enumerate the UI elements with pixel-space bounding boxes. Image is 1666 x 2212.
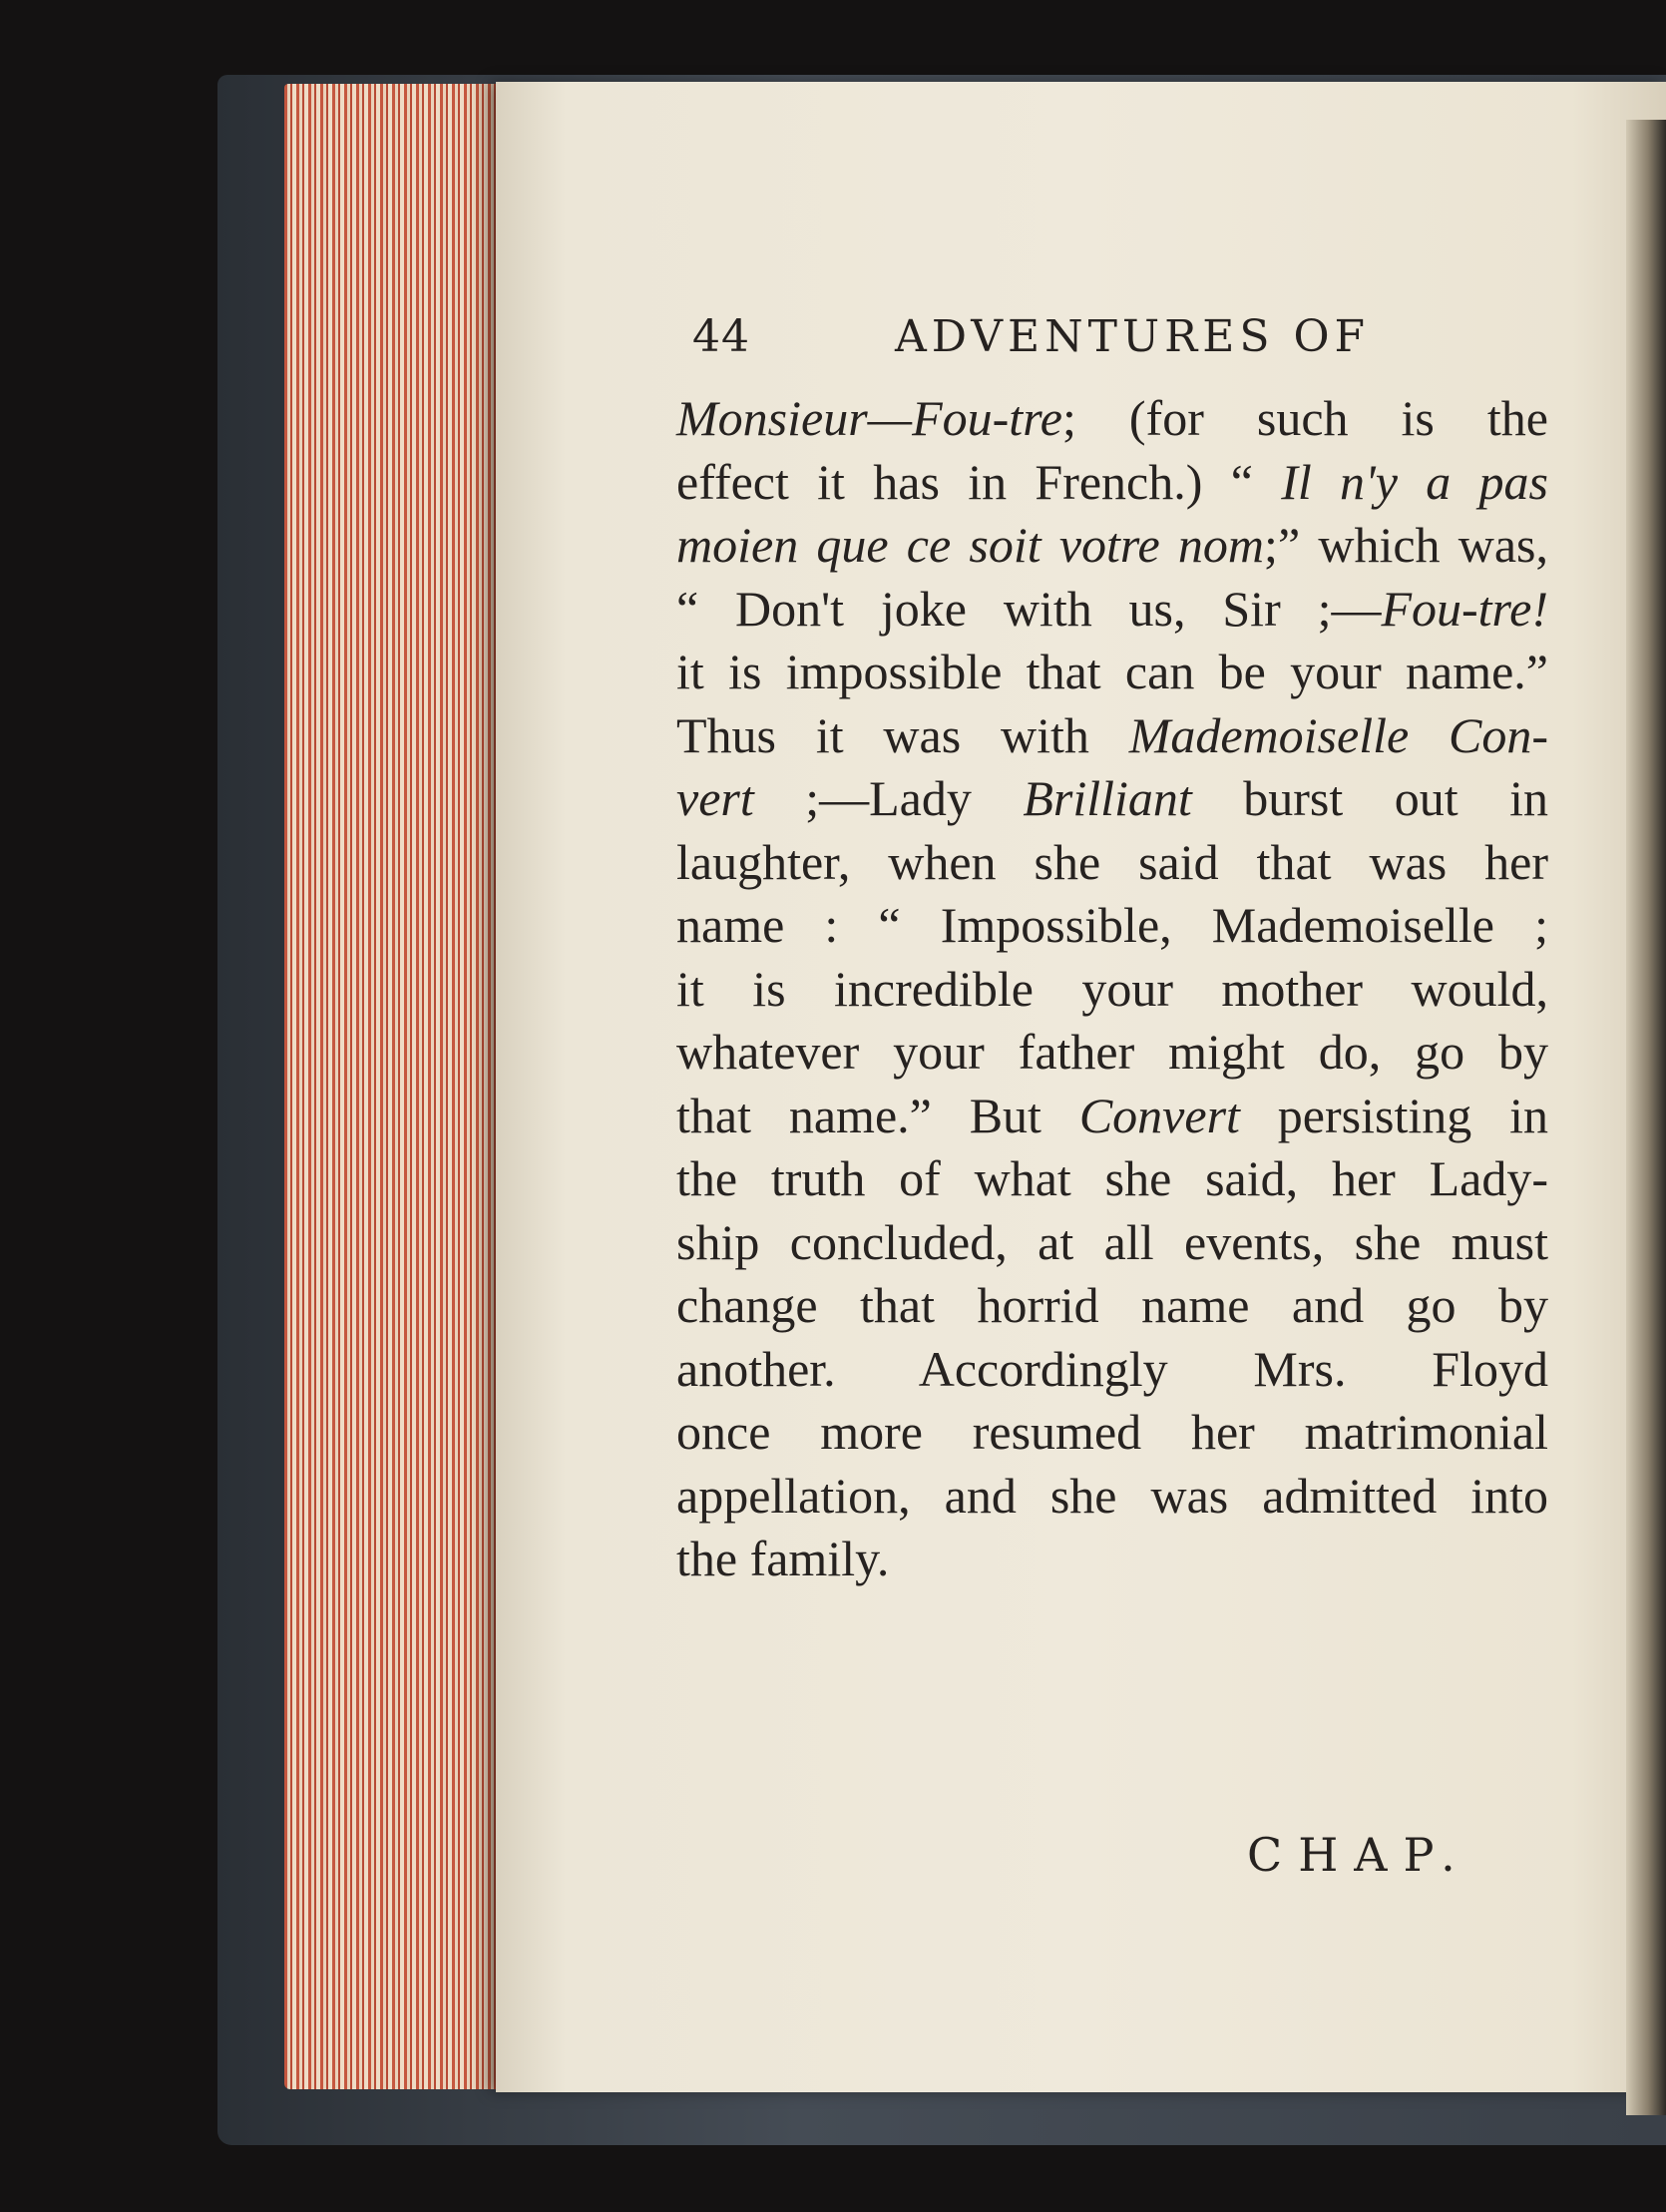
text-segment: the family. [676,1531,890,1586]
text-segment: another. Accordingly Mrs. Floyd [676,1340,1548,1397]
text-line [676,641,1548,704]
italic-segment: Il n'y a pas [1281,453,1548,510]
text-line [676,1085,1548,1148]
italic-segment: moien que ce soit votre nom [676,517,1265,573]
text-line [676,514,1548,578]
italic-segment: Monsieur—Fou-tre [676,390,1062,446]
text-line [676,1528,1548,1591]
text-line [676,831,1548,895]
text-segment: effect it has in French.) “ [676,453,1282,510]
text-line [676,958,1548,1022]
text-segment: that name.” But [676,1087,1079,1143]
text-segment: once more resumed her matrimonial [676,1404,1548,1460]
text-segment: appellation, and she was admitted into [676,1467,1548,1524]
text-segment: burst out in [1191,770,1548,826]
catchword: CHAP. [1247,1828,1471,1882]
text-line [676,1401,1548,1465]
italic-segment: Brilliant [1023,770,1192,826]
text-line [676,451,1548,515]
italic-segment: Mademoiselle Con- [1128,706,1549,763]
text-segment: persisting in [1239,1087,1549,1143]
running-head: ADVENTURES OF [895,311,1371,362]
text-segment: it is impossible that can be your name.” [676,644,1548,699]
text-segment: change that horrid name and go by [676,1277,1548,1333]
text-segment: ;—Lady [753,770,1024,826]
text-segment: whatever your father might do, go by [676,1024,1548,1080]
text-segment: “ Don't joke with us, Sir ;— [676,580,1382,637]
italic-segment: Convert [1078,1087,1240,1143]
text-line [676,1274,1548,1338]
italic-segment: vert [676,770,754,826]
page-header [670,299,1548,369]
text-segment: it is incredible your mother would, [676,960,1548,1017]
text-segment: laughter, when she said that was her [676,833,1548,890]
text-segment: name : “ Impossible, Mademoiselle ; [676,897,1548,953]
text-line [676,578,1548,642]
text-line [676,1465,1548,1529]
text-line [676,894,1548,958]
page-text-block [670,299,1548,1591]
text-segment: ;” which was, [1264,517,1548,573]
page-number: 44 [692,311,750,362]
body-text [670,387,1548,1591]
text-line [676,1021,1548,1085]
text-segment: Thus it was with [676,706,1129,763]
book-gutter [1626,120,1666,2115]
text-line [676,1338,1548,1402]
text-segment: ; (for such is the [1062,390,1548,446]
text-line [676,1211,1548,1275]
text-line [676,387,1548,451]
text-segment: the truth of what she said, her Lady- [676,1150,1548,1206]
text-segment: ship concluded, at all events, she must [676,1213,1548,1270]
text-line [676,1147,1548,1211]
text-line [676,767,1548,831]
text-line [676,704,1548,768]
italic-segment: Fou-tre! [1381,580,1548,637]
